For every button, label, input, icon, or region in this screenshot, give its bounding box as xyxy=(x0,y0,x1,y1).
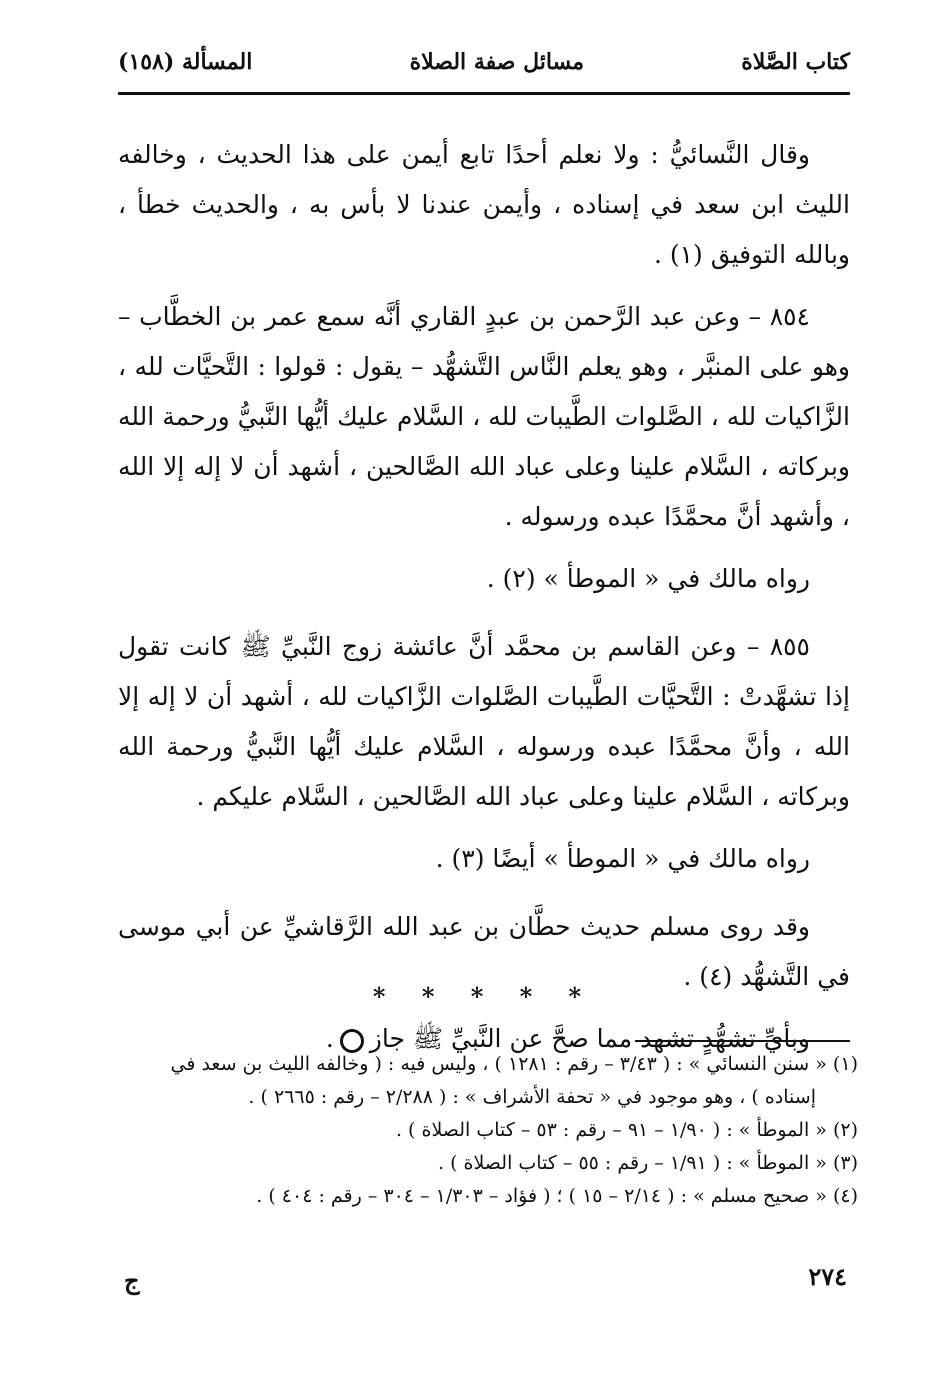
paragraph-muslim-narration: وقد روى مسلم حديث حطَّان بن عبد الله الرَّقاشيِّ عن أبي موسى في التَّشهُّد (٤) . xyxy=(118,912,850,991)
conclusion-text: وبأيِّ تشهُّدٍ تشهد مما صحَّ عن النَّبيِّ ﷺ جاز xyxy=(369,1024,810,1053)
footnotes xyxy=(118,1048,858,1213)
paragraph-nasai-comment: وقال النَّسائيُّ : ولا نعلم أحدًا تابع أيمن على هذا الحديث ، وخالفه الليث ابن سعد في إسناده ، وأيمن عندنا لا بأس به ، والحديث خطأ ، وبالله التوفيق (١) . xyxy=(118,140,851,269)
conclusion-period: . xyxy=(325,1024,334,1053)
footnote-1: (١) « سنن النسائي » : ( ٣/٤٣ – رقم : ١٢٨١ ) ، وليس فيه : ( وخالفه الليث بن سعد في xyxy=(170,1053,858,1075)
footnote-3: (٣) « الموطأ » : ( ١/٩١ – رقم : ٥٥ – كتاب الصلاة ) . xyxy=(437,1152,858,1174)
paragraph-hadith-854: ٨٥٤ – وعن عبد الرَّحمن بن عبدٍ القاري أنَّه سمع عمر بن الخطَّاب – وهو على المنبَّر ، وهو يعلم النَّاس التَّشهُّد – يقول : قولوا : التَّحيَّات لله ، الزَّاكيات لله ، الصَّلوات الطَّيبات لله ، السَّلام عليك أيُّها النَّبيُّ ورحمة الله وبركاته ، السَّلام علينا وعلى عباد الله الصَّالحين ، أشهد أن لا إله إلا الله ، وأشهد أنَّ محمَّدًا عبده ورسوله . xyxy=(118,302,850,531)
page-number: ٢٧٤ xyxy=(808,1262,847,1291)
footnote-1-continued: إسناده ) ، وهو موجود في « تحفة الأشراف » : ( ٢/٢٨٨ – رقم : ٢٦٦٥ ) . xyxy=(248,1086,816,1108)
header-book-title: كتاب الصَّلاة xyxy=(741,49,850,75)
paragraph-narration-malik: رواه مالك في « الموطأ » (٢) . xyxy=(486,564,810,593)
signature-mark: ج xyxy=(124,1266,140,1295)
footnote-divider xyxy=(635,1040,850,1042)
footnote-2: (٢) « الموطأ » : ( ١/٩٠ – ٩١ – رقم : ٥٣ – كتاب الصلاة ) . xyxy=(395,1119,858,1141)
footnote-4: (٤) « صحيح مسلم » : ( ٢/١٤ – ١٥ ) ؛ ( فؤاد – ١/٣٠٣ – ٣٠٤ – رقم : ٤٠٤ ) . xyxy=(256,1185,858,1207)
section-separator: * * * * * xyxy=(372,982,596,1011)
main-text xyxy=(118,130,850,1076)
header-chapter-title: مسائل صفة الصلاة xyxy=(409,49,584,75)
header-divider xyxy=(118,92,850,95)
header-issue-number: المسألة (١٥٨) xyxy=(118,49,253,75)
paragraph-hadith-855: ٨٥٥ – وعن القاسم بن محمَّد أنَّ عائشة زوج النَّبيِّ ﷺ كانت تقول إذا تشهَّدتْ : التَّحيَّات الطَّيبات الصَّلوات الزَّاكيات لله ، أشهد أن لا إله إلا الله ، وأنَّ محمَّدًا عبده ورسوله ، السَّلام عليك أيُّها النَّبيُّ ورحمة الله وبركاته ، السَّلام علينا وعلى عباد الله الصَّالحين ، السَّلام عليكم . xyxy=(118,632,850,811)
paragraph-narration-malik-2: رواه مالك في « الموطأ » أيضًا (٣) . xyxy=(435,844,810,873)
running-header xyxy=(118,40,850,84)
